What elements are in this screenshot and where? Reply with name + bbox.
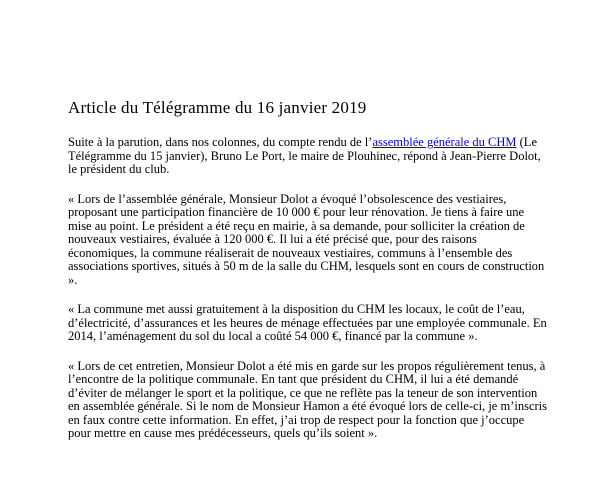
quote-paragraph-locaux: « La commune met aussi gratuitement à la disposition du CHM les locaux, le coût de l’eau, d’électricité, d’assurances et les heures de ménage effectuées par une employée communale. En 2014, l’aménagement du sol du local a coûté 54 000 €, financé par la commune ». (68, 302, 547, 343)
assemblee-generale-chm-link[interactable]: assemblée générale du CHM (372, 135, 517, 149)
intro-text-after-link: (Le Télégramme du 15 janvier), Bruno Le Port, le maire de Plouhinec, répond à Jean-Pierre Dolot, le président du club. (68, 135, 541, 176)
article-title: Article du Télégramme du 16 janvier 2019 (68, 98, 367, 117)
quote-paragraph-entretien: « Lors de cet entretien, Monsieur Dolot a été mis en garde sur les propos régulièrement tenus, à l’encontre de la politique communale. En tant que président du CHM, il lui a été demandé d’éviter de mélanger le sport et la politique, ce que ne reflète pas la teneur de son intervention en assemblée générale. Si le nom de Monsieur Hamon a été évoqué lors de celle-ci, je m’inscris en faux contre cette information. En effet, j’ai trop de respect pour la fonction que j’occupe pour mettre en cause mes prédécesseurs, quels qu’ils soient ». (68, 358, 547, 440)
quote-paragraph-vestiaires: « Lors de l’assemblée générale, Monsieur Dolot a évoqué l’obsolescence des vestiaires, proposant une participation financière de 10 000 € pour leur rénovation. Je tiens à faire une mise au point. Le président a été reçu en mairie, à sa demande, pour solliciter la création de nouveaux vestiaires, évaluée à 120 000 €. Il lui a été précisé que, pour des raisons économiques, la commune réaliserait de nouveaux vestiaires, communs à l’ensemble des associations sportives, situés à 50 m de la salle du CHM, lesquels sont en cours de construction ». (68, 191, 545, 287)
intro-text-before-link: Suite à la parution, dans nos colonnes, du compte rendu de l’ (68, 135, 373, 149)
article (68, 97, 547, 441)
intro-paragraph (68, 136, 547, 177)
